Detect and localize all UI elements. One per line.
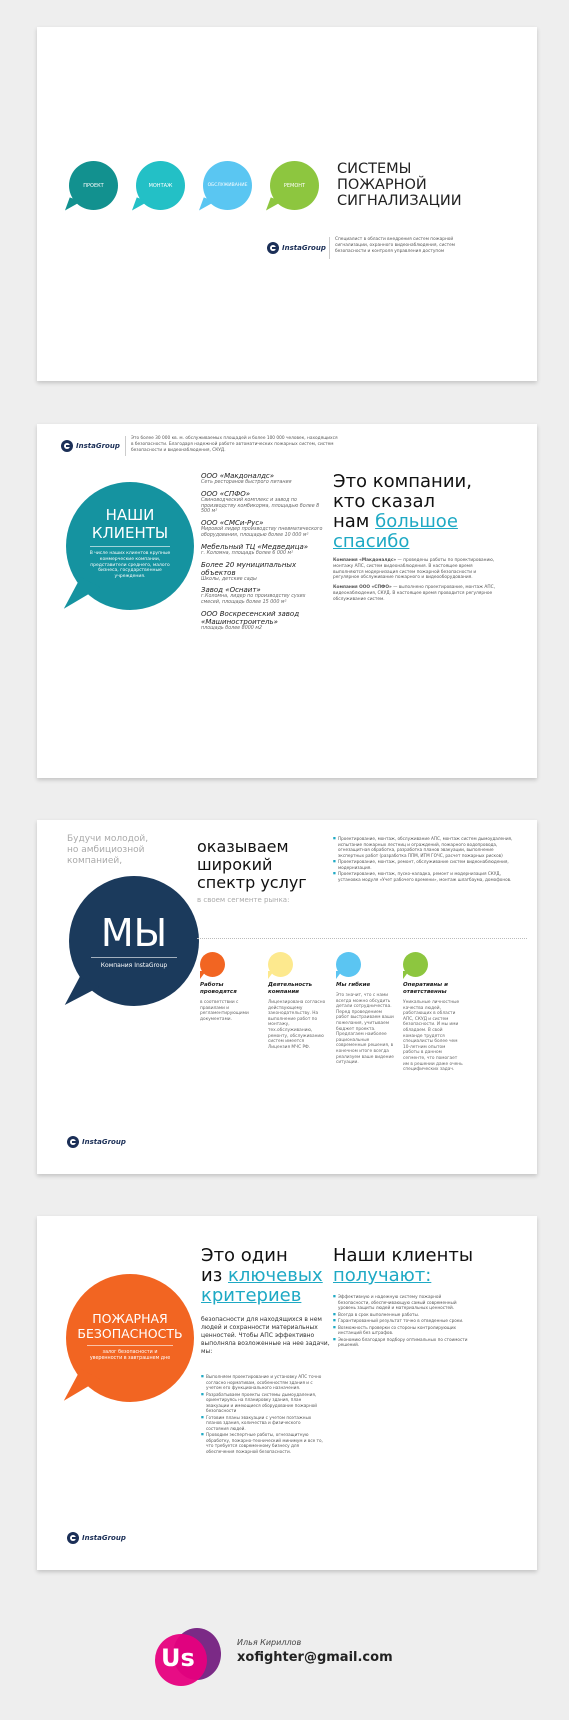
company-logo xyxy=(61,440,120,452)
bubble-divider xyxy=(87,1345,173,1346)
bubble-tail xyxy=(199,197,215,214)
bubble-subtitle: залог безопасности и уверенности в завтрашнем дне xyxy=(89,1349,171,1361)
bubble-tail xyxy=(266,197,282,214)
client-desc: Сеть ресторанов быстрого питания xyxy=(201,480,292,485)
client-desc: Мировой лидер производству пневматического оборудования, площадью более 10 000 м² xyxy=(201,527,323,538)
logo-text: InstaGroup xyxy=(82,1138,126,1146)
headline-line: Наши клиенты xyxy=(333,1245,474,1266)
paragraph-text: — проведены работы по проектированию, монтажу АПС, систем видеонаблюдения. В настоящее время выполняются модернизация систем пожарной безопасности и регулярное обслуживание пожарного и видеооборудования. xyxy=(333,558,495,581)
client-desc: г.Коломна, лидер по производству сухих смесей, площадь более 15 000 м² xyxy=(201,594,306,606)
bubble-title-line: НАШИ xyxy=(105,506,155,524)
bullet-item: ■ Проектирование, монтаж, пуско-наладка, ремонт и модернизация СКУД, установка модуля «Учет рабочего времени», монтаж шлагбаума, домофонов. xyxy=(333,871,513,882)
client-name: Завод «Оснаит» xyxy=(201,586,261,595)
client-item xyxy=(201,610,326,632)
headline-line: кто сказал xyxy=(333,491,435,512)
intro-line: но амбициозной xyxy=(67,845,145,855)
headline-accent: большое xyxy=(375,511,458,532)
bubble-title-line: КЛИЕНТЫ xyxy=(91,524,169,542)
bubble-divider xyxy=(90,546,170,547)
logo-icon xyxy=(267,242,279,254)
headline-line: оказываем xyxy=(197,837,289,856)
headline-accent: получают: xyxy=(333,1265,432,1286)
bubble-title-line: ПОЖАРНАЯ xyxy=(92,1310,168,1326)
logo-icon xyxy=(67,1532,79,1544)
headline-sub: в своем сегменте рынка: xyxy=(197,896,290,904)
dot-tail xyxy=(403,971,409,979)
service-desc: Это значит, что с нами всегда можно обсудить детали сотрудничества. Перед проведением работ выстраиваем ваши пожелания, учитываем бюджет проекта. Предлагаем наиболее рациональные современные решения, в конечном итоге всегда реализуем ваше видение ситуации. xyxy=(336,993,394,1066)
client-list xyxy=(201,472,326,636)
dot-tail xyxy=(200,971,206,979)
safety-headline xyxy=(201,1246,341,1306)
client-desc: Свиноводческий комплекс и завод по производству комбикорма, площадью более 8 500 м² xyxy=(201,497,320,515)
cover-description: Специалист в области внедрения систем пожарной сигнализации, охранного видеонаблюдения, систем безопасности и контроля управления доступом xyxy=(335,237,456,254)
headline-line xyxy=(201,1286,341,1306)
bubble-title: МЫ xyxy=(100,911,168,955)
service-title: Оперативны и ответственны xyxy=(403,982,448,995)
paragraph xyxy=(333,585,503,602)
company-logo xyxy=(267,242,326,254)
intro-text: Это более 30 000 кв. м. обслуживаемых площадей и более 100 000 человек, находящихся в безопасности. Благодаря надежной работе автоматических пожарных систем, систем безопасности и видеонаблюдения, СКУД. xyxy=(131,436,338,453)
service-title: Деятельность компании xyxy=(268,982,313,995)
services-headline xyxy=(197,838,347,892)
headline-line xyxy=(333,1266,513,1286)
author-logo xyxy=(155,1628,225,1688)
client-name: ООО Воскресенский завод «Машиностроитель» xyxy=(201,609,300,626)
company-logo xyxy=(67,1136,126,1148)
client-item xyxy=(201,561,326,583)
page-cover xyxy=(37,27,537,381)
bubble-label: РЕМОНТ xyxy=(283,182,306,189)
bubble-divider xyxy=(91,957,177,958)
bullet-item: ■ Экономию благодаря подбору оптимальных по стоимости решений. xyxy=(333,1337,473,1348)
headline-line: Это один xyxy=(201,1245,288,1266)
headline-line: Это компании, xyxy=(333,471,472,492)
client-item xyxy=(201,490,326,515)
title-line: СИСТЕМЫ xyxy=(337,161,412,177)
bullet-item: ■ Гарантированный результат точно в отведенные сроки. xyxy=(333,1318,473,1324)
clients-headline xyxy=(333,472,523,552)
bubble-text: В числе наших клиентов крупные коммерческие компании, представители среднего, малого бизнеса, государственные учреждения. xyxy=(89,551,171,580)
client-name: ООО «СПФО» xyxy=(201,489,251,498)
services-bullets xyxy=(333,836,513,883)
clients-paragraphs xyxy=(333,558,503,603)
bubble-label: ОБСЛУЖИВАНИЕ xyxy=(207,183,248,188)
page-safety xyxy=(37,1216,537,1570)
dot-tail xyxy=(336,971,342,979)
divider xyxy=(125,436,126,456)
client-item xyxy=(201,543,326,557)
headline-line: спектр услуг xyxy=(197,873,307,892)
title-line: СИГНАЛИЗАЦИИ xyxy=(337,193,462,209)
logo-text: InstaGroup xyxy=(76,442,120,450)
client-name: Мебельный ТЦ «Медведица» xyxy=(201,542,309,551)
client-name: ООО «Макдоналдс» xyxy=(201,472,275,480)
bullet-item: ■ Проектирование, монтаж, ремонт, обслуживание систем видеонаблюдения, модернизация. xyxy=(333,859,513,870)
dot-tail xyxy=(268,971,274,979)
cover-title xyxy=(337,161,462,209)
client-item xyxy=(201,472,326,486)
logo-text: InstaGroup xyxy=(82,1534,126,1542)
client-desc: площадь более 8000 м2 xyxy=(201,625,263,631)
bullet-item: ■ Проводим экспертные работы, огнезащитную обработку, пожарно-технический минимум и все то, что требуется современному бизнесу для обеспечения пожарной безопасности. xyxy=(201,1432,323,1454)
client-name: Более 20 муниципальных объектов xyxy=(201,560,297,577)
service-column xyxy=(403,982,463,1073)
bubble-tail xyxy=(65,197,81,214)
headline-line xyxy=(201,1266,341,1286)
headline-line: широкий xyxy=(197,855,273,874)
service-desc: Уникальные личностные качества людей, работающих в области АПС, СКУД и систем безопасности. И мы ими обладаем. В свой команде трудятся специалисты более чем 10-летним опытом работы в данном сегменте, что помогает им в решении даже очень специфических задач. xyxy=(403,1000,463,1073)
company-logo xyxy=(67,1532,126,1544)
page-clients xyxy=(37,424,537,778)
logo-icon xyxy=(67,1136,79,1148)
divider xyxy=(329,237,330,259)
safety-bullets xyxy=(201,1374,323,1455)
bubble-title xyxy=(77,1311,182,1341)
bullet-item: ■ Проектирование, монтаж, обслуживание АПС, монтаж систем дымоудаления, испытание пожарных лестниц и ограждений, пожарного водопровода, огнезащитная обработка, разработка планов эвакуации, выполнение экспертных работ (разработка ППМ, ИТМ ГОЧС, расчет пожарных рисков) xyxy=(333,836,513,858)
bubble-subtitle: Компания InstaGroup xyxy=(100,962,168,969)
author-email[interactable]: xofighter@gmail.com xyxy=(237,1650,393,1665)
intro-text xyxy=(67,834,148,867)
service-column xyxy=(336,982,394,1066)
service-title: Мы гибкие xyxy=(336,982,371,988)
client-desc: Школы, детские сады xyxy=(201,576,257,582)
paragraph-text: — выполнено проектирование, монтаж АПС, видеонаблюдения, СКУД. В настоящее время проводится регулярное обслуживание систем. xyxy=(333,585,495,602)
bubble-label: ПРОЕКТ xyxy=(83,182,104,189)
bullet-item: ■ Эффективную и надежную систему пожарной безопасности, обеспечивающую самый современный уровень защиты людей и материальных ценностей. xyxy=(333,1294,473,1311)
service-desc: в соответствии с правилами и регламентирующими документами. xyxy=(200,1000,249,1022)
bubble-title-line: БЕЗОПАСНОСТЬ xyxy=(77,1325,183,1341)
safety-body: безопасности для находящихся в нем людей и сохранности материальных ценностей. Чтобы АПС эффективно выполняла возложенные на нее задачи, мы: xyxy=(201,1316,330,1355)
headline-text: из xyxy=(201,1265,228,1286)
headline-accent: спасибо xyxy=(333,531,410,552)
bullet-item: ■ Выполняем проектирование и установку АПС точно согласно нормативам, особенностям здания и с учетом его функционального назначения. xyxy=(201,1374,323,1391)
bullet-item: ■ Возможность проверки со стороны контролирующих инстанций без штрафов. xyxy=(333,1325,473,1336)
client-item xyxy=(201,586,326,606)
bubble-title xyxy=(92,506,168,542)
client-desc: г. Коломна, площадь более 6 000 м² xyxy=(201,550,294,556)
bullet-item: ■ Всегда в срок выполненные работы. xyxy=(333,1312,473,1318)
headline-accent: критериев xyxy=(201,1285,302,1306)
results-bullets xyxy=(333,1294,473,1349)
service-column xyxy=(200,982,258,1022)
bubble-label: МОНТАЖ xyxy=(148,182,173,189)
client-name: ООО «СМСи-Рус» xyxy=(201,519,264,528)
bullet-item: ■ Разрабатываем проекты системы дымоудаления, ориентируясь на планировку здания, план эвакуации и имеющиеся оборудование пожарной безопасности xyxy=(201,1392,323,1414)
results-headline xyxy=(333,1246,513,1286)
client-item xyxy=(201,519,326,539)
page-about xyxy=(37,820,537,1174)
author-name: Илья Кириллов xyxy=(237,1638,302,1647)
logo-text: InstaGroup xyxy=(282,244,326,252)
logo-text: Us xyxy=(161,1644,195,1672)
logo-icon xyxy=(61,440,73,452)
divider xyxy=(197,938,527,939)
paragraph-bold: Компания ООО «СПФО» xyxy=(333,585,392,591)
service-title: Работы проводятся xyxy=(200,982,237,995)
headline-line xyxy=(333,532,523,552)
headline-text: нам xyxy=(333,511,376,532)
bubble-tail xyxy=(132,197,148,214)
bullet-item: ■ Готовим планы эвакуации с учетом поэтажных планов здания, количества и физического состояния людей. xyxy=(201,1415,323,1432)
service-column xyxy=(268,982,326,1050)
title-line: ПОЖАРНОЙ xyxy=(337,177,427,193)
headline-line xyxy=(333,512,523,532)
paragraph xyxy=(333,558,503,581)
service-desc: Лицензирована согласно действующему законодательству. На выполнение работ по монтажу, тех.обслуживанию, ремонту, обслуживанию систем имеется Лицензия МЧС РФ. xyxy=(268,1000,326,1050)
paragraph-bold: Компания «Макдоналдс» xyxy=(333,558,397,563)
intro-line: компанией, xyxy=(67,856,123,866)
intro-line: Будучи молодой, xyxy=(67,834,149,844)
headline-accent: ключевых xyxy=(228,1265,323,1286)
